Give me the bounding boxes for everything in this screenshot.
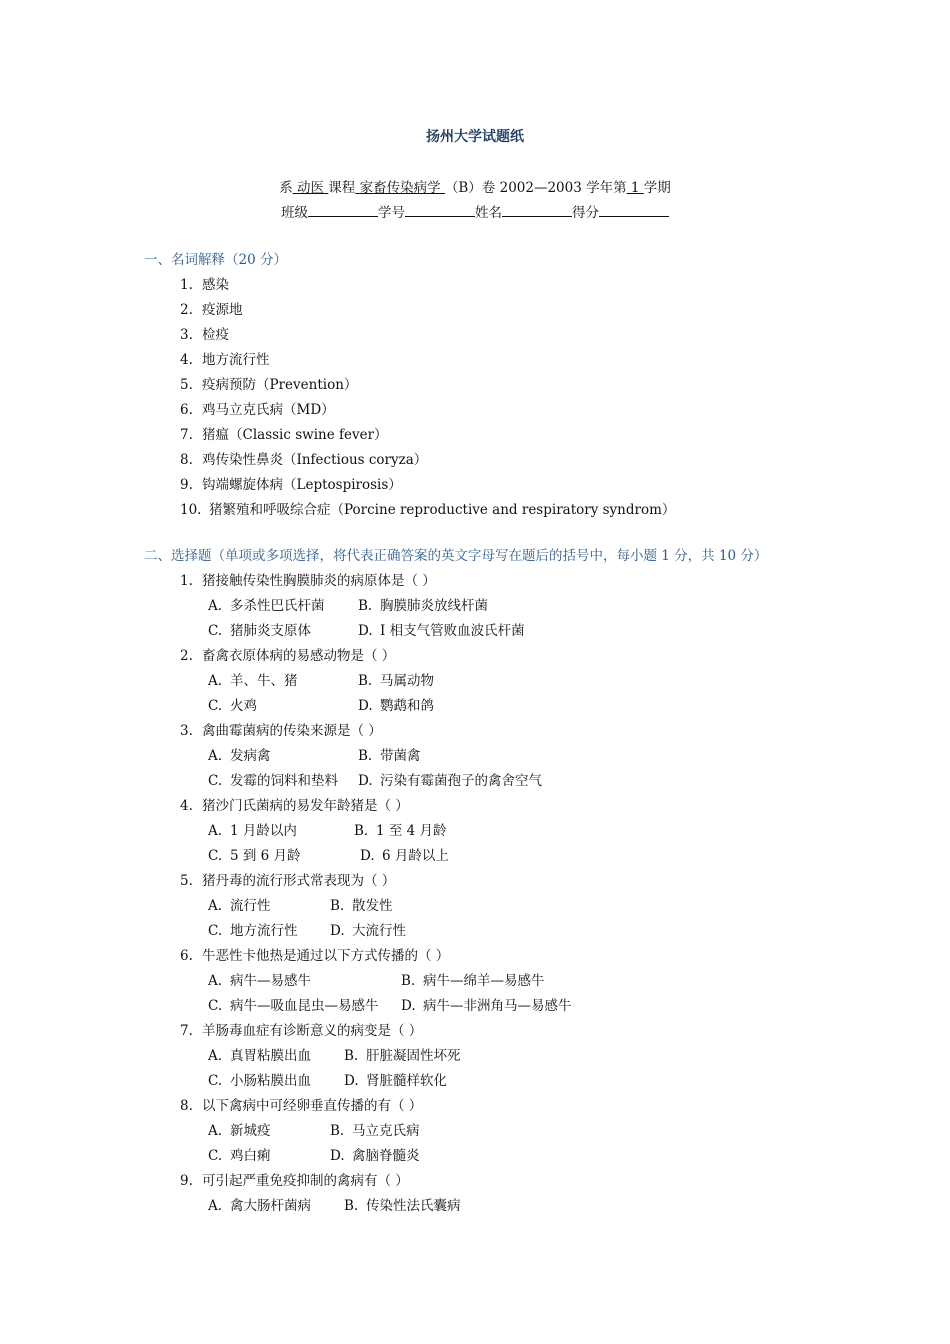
option-letter: D.: [330, 1148, 345, 1164]
option-a[interactable]: [208, 969, 311, 989]
item-text: 钩端螺旋体病（Leptospirosis）: [202, 477, 402, 493]
option-b[interactable]: [358, 594, 488, 614]
option-d[interactable]: [360, 844, 449, 864]
option-text: I 相支气管败血波氏杆菌: [380, 623, 525, 639]
option-text: 地方流行性: [230, 923, 298, 939]
option-letter: A.: [208, 748, 223, 764]
option-a[interactable]: [208, 1194, 311, 1214]
option-letter: B.: [401, 973, 416, 989]
option-d[interactable]: [344, 1069, 447, 1089]
option-letter: B.: [330, 898, 345, 914]
item-text: 猪繁殖和呼吸综合症（Porcine reproductive and respiratory syndrom）: [209, 502, 676, 518]
option-text: 胸膜肺炎放线杆菌: [380, 598, 488, 614]
item-text: 疫源地: [202, 302, 243, 318]
option-c[interactable]: [208, 919, 298, 939]
item-text: 鸡传染性鼻炎（Infectious coryza）: [202, 452, 428, 468]
option-letter: C.: [208, 998, 223, 1014]
option-a[interactable]: [208, 1044, 311, 1064]
option-text: 污染有霉菌孢子的禽舍空气: [380, 773, 542, 789]
item-text: 检疫: [202, 327, 229, 343]
option-letter: A.: [208, 823, 223, 839]
item-number: 10.: [180, 502, 202, 518]
question-number: 8.: [180, 1098, 193, 1114]
paper-info: （B）卷 2002—2003 学年第: [444, 180, 627, 196]
option-d[interactable]: [330, 919, 406, 939]
option-b[interactable]: [344, 1194, 461, 1214]
term-item: [180, 298, 243, 318]
question-item: [180, 719, 382, 739]
question-item: [180, 1169, 409, 1189]
option-text: 马属动物: [380, 673, 434, 689]
option-letter: A.: [208, 973, 223, 989]
option-text: 羊、牛、猪: [230, 673, 298, 689]
course-label: 课程: [328, 180, 356, 196]
option-text: 病牛—易感牛: [230, 973, 311, 989]
option-text: 带菌禽: [380, 748, 421, 764]
option-d[interactable]: [358, 694, 434, 714]
question-text: 猪接触传染性胸膜肺炎的病原体是（ ）: [202, 573, 436, 589]
question-text: 可引起严重免疫抑制的禽病有（ ）: [202, 1173, 409, 1189]
term-value: 1: [630, 180, 640, 196]
question-number: 6.: [180, 948, 193, 964]
dept-value: 动医: [297, 180, 324, 196]
option-text: 鸡白痢: [230, 1148, 271, 1164]
student-info-line: [0, 201, 950, 221]
question-text: 猪丹毒的流行形式常表现为（ ）: [202, 873, 396, 889]
term-item: [180, 498, 675, 518]
option-text: 肾脏髓样软化: [366, 1073, 447, 1089]
exam-info-line: [0, 176, 950, 196]
option-c[interactable]: [208, 1144, 271, 1164]
question-number: 2.: [180, 648, 193, 664]
option-text: 病牛—吸血昆虫—易感牛: [230, 998, 379, 1014]
item-text: 感染: [202, 277, 229, 293]
option-a[interactable]: [208, 744, 271, 764]
item-number: 2.: [180, 302, 193, 318]
item-number: 6.: [180, 402, 193, 418]
name-blank[interactable]: [502, 204, 572, 217]
question-item: [180, 1019, 422, 1039]
option-d[interactable]: [401, 994, 572, 1014]
option-text: 发霉的饲料和垫料: [230, 773, 338, 789]
option-text: 病牛—非洲角马—易感牛: [423, 998, 572, 1014]
option-text: 马立克氏病: [352, 1123, 420, 1139]
option-letter: C.: [208, 623, 223, 639]
option-letter: B.: [358, 673, 373, 689]
option-letter: D.: [330, 923, 345, 939]
dept-label: 系: [279, 180, 293, 196]
option-letter: D.: [358, 773, 373, 789]
question-text: 猪沙门氏菌病的易发年龄猪是（ ）: [202, 798, 409, 814]
name-label: 姓名: [475, 205, 502, 221]
option-letter: D.: [358, 623, 373, 639]
option-letter: C.: [208, 923, 223, 939]
question-item: [180, 794, 409, 814]
question-text: 牛恶性卡他热是通过以下方式传播的（ ）: [202, 948, 450, 964]
term-item: [180, 398, 335, 418]
item-text: 鸡马立克氏病（MD）: [202, 402, 335, 418]
option-letter: D.: [358, 698, 373, 714]
option-c[interactable]: [208, 694, 257, 714]
item-number: 9.: [180, 477, 193, 493]
question-number: 7.: [180, 1023, 193, 1039]
option-letter: C.: [208, 848, 223, 864]
item-number: 1.: [180, 277, 193, 293]
option-letter: A.: [208, 598, 223, 614]
section2-title: 二、选择题（单项或多项选择，将代表正确答案的英文字母写在题后的括号中，每小题 1 分，共 10 分）: [144, 548, 768, 564]
option-text: 猪肺炎支原体: [230, 623, 311, 639]
option-letter: B.: [344, 1048, 359, 1064]
option-text: 多杀性巴氏杆菌: [230, 598, 325, 614]
option-letter: A.: [208, 1123, 223, 1139]
option-letter: B.: [358, 748, 373, 764]
option-text: 禽脑脊髓炎: [352, 1148, 420, 1164]
item-number: 5.: [180, 377, 193, 393]
item-text: 疫病预防（Prevention）: [202, 377, 358, 393]
course-value: 家畜传染病学: [359, 180, 441, 196]
term-item: [180, 348, 270, 368]
question-text: 禽曲霉菌病的传染来源是（ ）: [202, 723, 382, 739]
option-b[interactable]: [330, 894, 393, 914]
score-label: 得分: [572, 205, 599, 221]
term-item: [180, 273, 229, 293]
option-c[interactable]: [208, 619, 311, 639]
option-text: 流行性: [230, 898, 271, 914]
question-item: [180, 644, 395, 664]
option-letter: D.: [360, 848, 375, 864]
option-b[interactable]: [401, 969, 545, 989]
score-blank[interactable]: [599, 204, 669, 217]
option-text: 火鸡: [230, 698, 257, 714]
term-suffix: 学期: [643, 180, 671, 196]
option-text: 大流行性: [352, 923, 406, 939]
option-letter: D.: [401, 998, 416, 1014]
item-number: 8.: [180, 452, 193, 468]
option-letter: B.: [344, 1198, 359, 1214]
option-text: 肝脏凝固性坏死: [366, 1048, 461, 1064]
item-number: 3.: [180, 327, 193, 343]
question-item: [180, 869, 395, 889]
option-text: 小肠粘膜出血: [230, 1073, 311, 1089]
option-text: 病牛—绵羊—易感牛: [423, 973, 545, 989]
item-text: 地方流行性: [202, 352, 270, 368]
option-b[interactable]: [358, 669, 434, 689]
option-text: 发病禽: [230, 748, 271, 764]
question-text: 羊肠毒血症有诊断意义的病变是（ ）: [202, 1023, 423, 1039]
option-text: 5 到 6 月龄: [230, 848, 301, 864]
option-text: 散发性: [352, 898, 393, 914]
question-item: [180, 944, 449, 964]
option-b[interactable]: [354, 819, 447, 839]
question-number: 3.: [180, 723, 193, 739]
option-c[interactable]: [208, 769, 338, 789]
option-a[interactable]: [208, 1119, 271, 1139]
option-text: 禽大肠杆菌病: [230, 1198, 311, 1214]
question-text: 以下禽病中可经卵垂直传播的有（ ）: [202, 1098, 423, 1114]
item-number: 4.: [180, 352, 193, 368]
option-letter: B.: [330, 1123, 345, 1139]
id-label: 学号: [378, 205, 405, 221]
option-letter: C.: [208, 773, 223, 789]
option-a[interactable]: [208, 669, 298, 689]
option-a[interactable]: [208, 819, 297, 839]
option-a[interactable]: [208, 894, 271, 914]
option-letter: C.: [208, 698, 223, 714]
option-b[interactable]: [358, 744, 421, 764]
option-text: 1 月龄以内: [230, 823, 297, 839]
option-b[interactable]: [344, 1044, 461, 1064]
option-text: 6 月龄以上: [382, 848, 449, 864]
question-text: 畜禽衣原体病的易感动物是（ ）: [202, 648, 396, 664]
item-number: 7.: [180, 427, 193, 443]
option-d[interactable]: [358, 769, 542, 789]
term-item: [180, 473, 402, 493]
item-text: 猪瘟（Classic swine fever）: [202, 427, 388, 443]
option-c[interactable]: [208, 844, 301, 864]
question-number: 5.: [180, 873, 193, 889]
term-item: [180, 373, 357, 393]
question-item: [180, 1094, 422, 1114]
option-text: 传染性法氏囊病: [366, 1198, 461, 1214]
option-letter: A.: [208, 1198, 223, 1214]
id-blank[interactable]: [405, 204, 475, 217]
question-number: 4.: [180, 798, 193, 814]
option-text: 鹦鹉和鸽: [380, 698, 434, 714]
question-number: 9.: [180, 1173, 193, 1189]
page-title: 扬州大学试题纸: [426, 129, 524, 145]
term-item: [180, 323, 229, 343]
question-item: [180, 569, 436, 589]
option-letter: C.: [208, 1073, 223, 1089]
option-text: 1 至 4 月龄: [376, 823, 447, 839]
option-text: 真胃粘膜出血: [230, 1048, 311, 1064]
option-letter: C.: [208, 1148, 223, 1164]
option-letter: A.: [208, 898, 223, 914]
option-letter: A.: [208, 1048, 223, 1064]
class-label: 班级: [281, 205, 308, 221]
option-text: 新城疫: [230, 1123, 271, 1139]
option-a[interactable]: [208, 594, 325, 614]
option-letter: B.: [358, 598, 373, 614]
term-item: [180, 423, 388, 443]
option-letter: B.: [354, 823, 369, 839]
class-blank[interactable]: [308, 204, 378, 217]
option-letter: A.: [208, 673, 223, 689]
option-c[interactable]: [208, 994, 379, 1014]
option-d[interactable]: [358, 619, 525, 639]
option-d[interactable]: [330, 1144, 420, 1164]
option-letter: D.: [344, 1073, 359, 1089]
option-c[interactable]: [208, 1069, 311, 1089]
term-item: [180, 448, 427, 468]
section1-title: 一、名词解释（20 分）: [144, 252, 287, 268]
question-number: 1.: [180, 573, 193, 589]
option-b[interactable]: [330, 1119, 420, 1139]
